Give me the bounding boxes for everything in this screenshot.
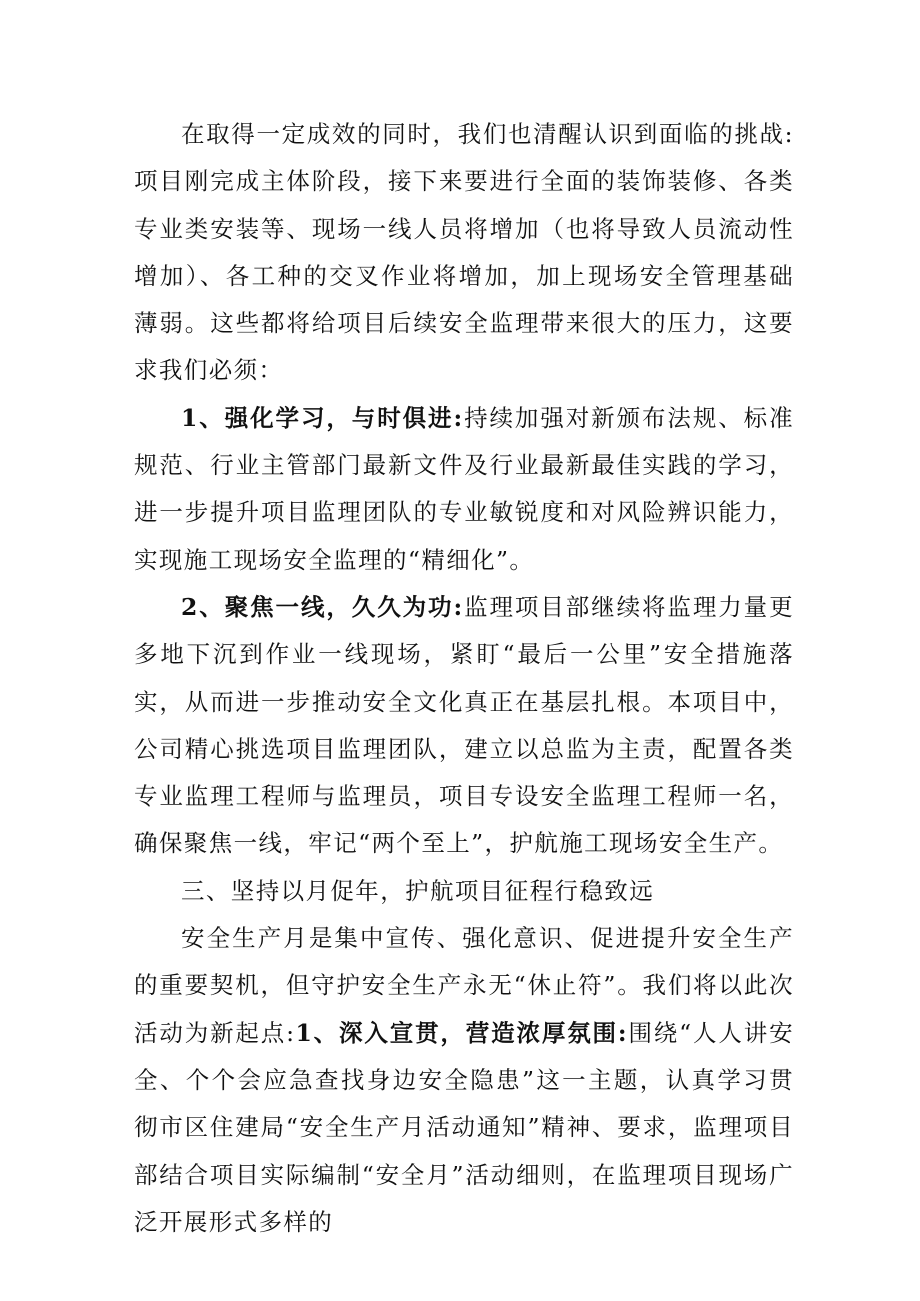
section-heading — [134, 868, 794, 915]
paragraph-text: 安全生产月是集中宣传、强化意识、促进提升安全生产的重要契机，但守护安全生产永无“休止符”。我们将以此次活动为新起点: — [134, 924, 794, 1047]
document-body — [134, 111, 794, 1246]
point-heading: 1、深入宣贯，营造浓厚氛围: — [295, 1018, 628, 1047]
paragraph-point-frontline — [134, 584, 794, 868]
paragraph-safety-month — [134, 915, 794, 1246]
paragraph-text: 在取得一定成效的同时，我们也清醒认识到面临的挑战:项目刚完成主体阶段，接下来要进行全面的装饰装修、各类专业类安装等、现场一线人员将增加（也将导致人员流动性增加）、各工种的交叉作业将增加，加上现场安全管理基础薄弱。这些都将给项目后续安全监理带来很大的压力，这要求我们必须： — [134, 120, 794, 385]
paragraph-text: 监理项目部继续将监理力量更多地下沉到作业一线现场，紧盯“最后一公里”安全措施落实，从而进一步推动安全文化真正在基层扎根。本项目中，公司精心挑选项目监理团队，建立以总监为主责，配置各类专业监理工程师与监理员，项目专设安全监理工程师一名，确保聚焦一线，牢记“两个至上”，护航施工现场安全生产。 — [134, 592, 795, 858]
paragraph-point-study — [134, 395, 794, 584]
point-heading: 1、强化学习，与时俱进: — [181, 403, 464, 432]
section-heading-text: 三、坚持以月促年，护航项目征程行稳致远 — [181, 876, 655, 905]
paragraph-text: 持续加强对新颁布法规、标准规范、行业主管部门最新文件及行业最新最佳实践的学习，进一步提升项目监理团队的专业敏锐度和对风险辨识能力，实现施工现场安全监理的“精细化”。 — [134, 403, 795, 574]
paragraph-text: 围绕“人人讲安全、个个会应急查找身边安全隐患”这一主题，认真学习贯彻市区住建局“安全生产月活动通知”精神、要求，监理项目部结合项目实际编制“安全月”活动细则，在监理项目现场广泛开展形式多样的 — [134, 1018, 794, 1236]
paragraph-challenges — [134, 111, 794, 395]
point-heading: 2、聚焦一线，久久为功: — [181, 592, 464, 621]
